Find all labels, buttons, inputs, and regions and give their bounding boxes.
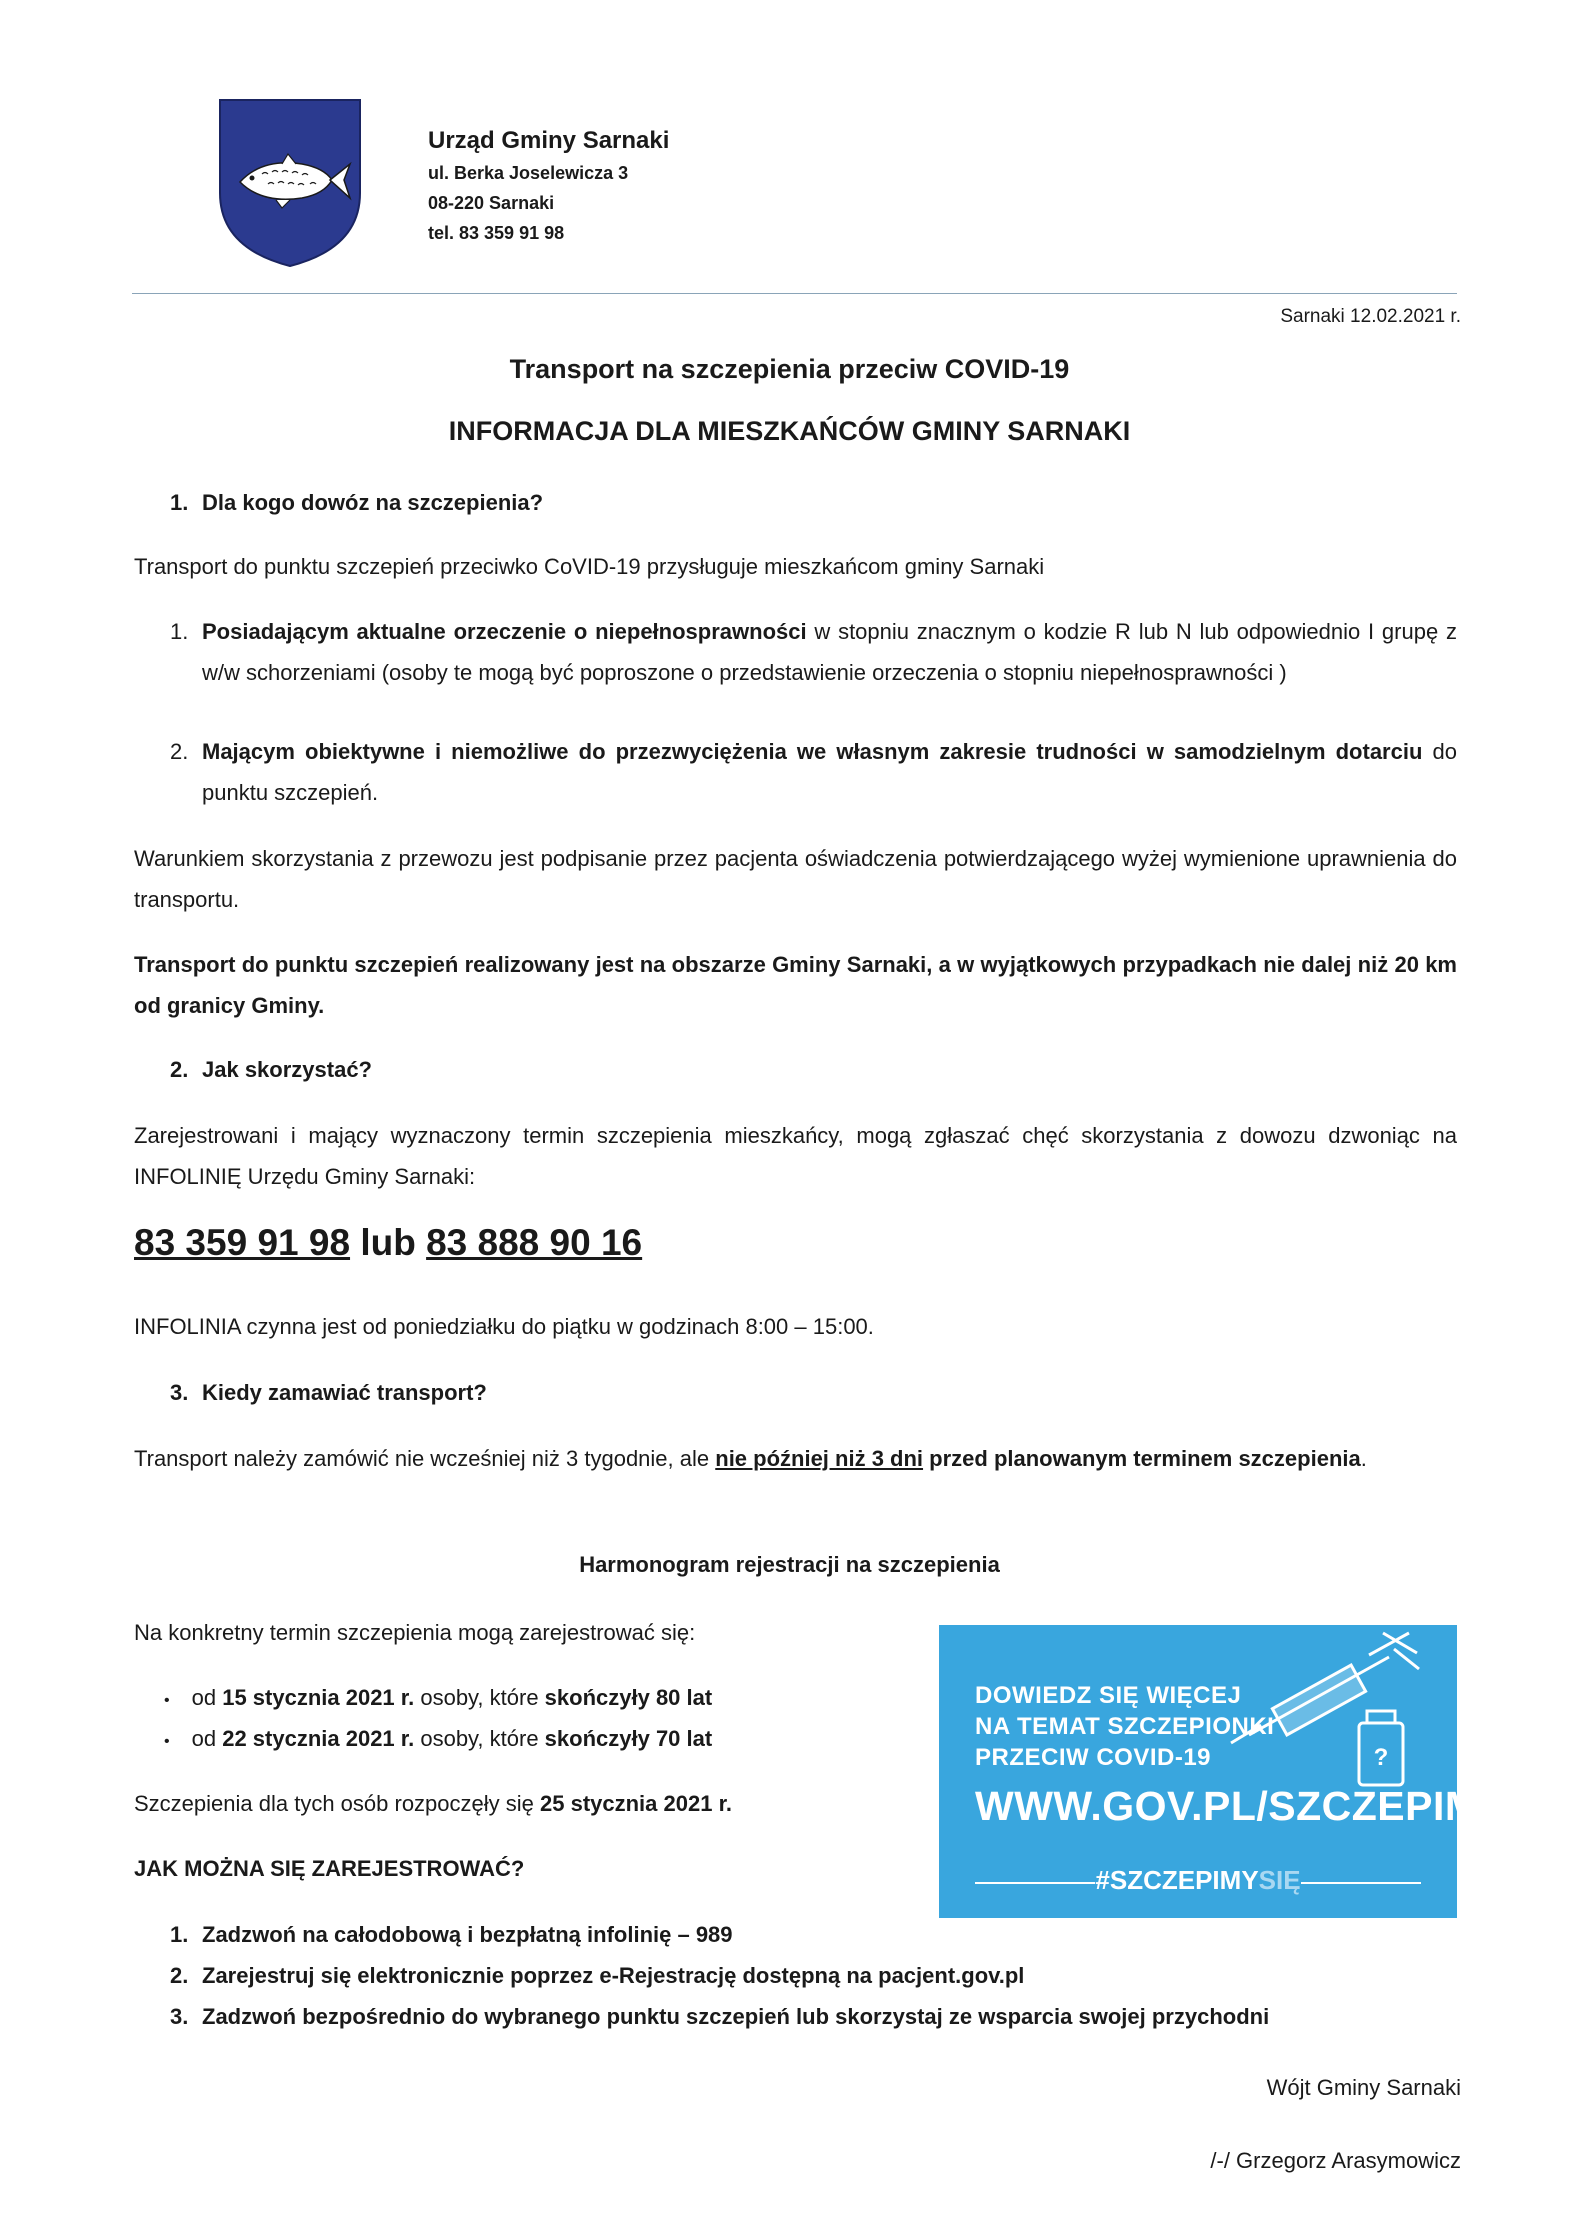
banner-text: DOWIEDZ SIĘ WIĘCEJ NA TEMAT SZCZEPIONKI PRZECIW COVID-19 — [975, 1682, 1275, 1771]
section1-item1 — [202, 611, 1457, 693]
section1-intro: Transport do punktu szczepień przeciwko CoVID-19 przysługuje mieszkańcom gminy Sarnaki — [134, 554, 1045, 579]
schedule-started: Szczepienia dla tych osób rozpoczęły się 25 stycznia 2021 r. — [134, 1791, 733, 1816]
section2-number: 2. — [170, 1057, 189, 1082]
section1-heading: Dla kogo dowóz na szczepienia? — [202, 490, 544, 515]
how-item2: Zarejestruj się elektronicznie poprzez e-Rejestrację dostępną na pacjent.gov.pl — [202, 1963, 1025, 1988]
how-item3-number: 3. — [170, 2004, 189, 2029]
how-item1: Zadzwoń na całodobową i bezpłatną infolinię – 989 — [202, 1922, 733, 1947]
phone-number-2[interactable]: 83 888 90 16 — [426, 1222, 643, 1263]
section1-item1-rest: w stopniu znacznym o kodzie R lub N lub odpowiednio I grupę z w/w schorzeniami (osoby te mogą być poproszone o przedstawienie orzeczenia o stopniu niepełnosprawności ) — [202, 619, 1457, 685]
document-subtitle: INFORMACJA DLA MIESZKAŃCÓW GMINY SARNAKI — [448, 416, 1131, 446]
section3-text-end: . — [1360, 1446, 1367, 1471]
section1-condition: Warunkiem skorzystania z przewozu jest podpisanie przez pacjenta oświadczenia potwierdzającego wyżej wymienione uprawnienia do transportu. — [134, 846, 1457, 912]
schedule-heading: Harmonogram rejestracji na szczepienia — [579, 1552, 1000, 1577]
fish-crest-icon — [218, 98, 362, 268]
bullet-icon: • — [164, 1692, 170, 1709]
phone-separator: lub — [350, 1222, 427, 1263]
section1-item1-number: 1. — [170, 619, 189, 644]
section3-heading: Kiedy zamawiać transport? — [202, 1380, 487, 1405]
org-phone: tel. 83 359 91 98 — [428, 223, 565, 243]
section3-number: 3. — [170, 1380, 189, 1405]
how-item3: Zadzwoń bezpośrednio do wybranego punktu szczepień lub skorzystaj ze wsparcia swojej przychodni — [202, 2004, 1270, 2029]
signature-role: Wójt Gminy Sarnaki — [1266, 2075, 1461, 2100]
svg-text:?: ? — [1373, 1744, 1389, 1771]
section2-text: Zarejestrowani i mający wyznaczony termin szczepienia mieszkańcy, mogą zgłaszać chęć skorzystania z dowozu dzwoniąc na INFOLINIĘ Urzędu Gminy Sarnaki: — [134, 1123, 1457, 1189]
org-header — [428, 124, 669, 248]
section3-text-b: przed planowanym terminem szczepienia — [923, 1446, 1361, 1471]
schedule-bullet-2: • od 22 stycznia 2021 r. osoby, które skończyły 70 lat — [164, 1726, 713, 1751]
bullet-icon: • — [164, 1733, 170, 1750]
section1-item2-bold: Mającym obiektywne i niemożliwe do przezwyciężenia we własnym zakresie trudności w samodzielnym dotarciu — [202, 739, 1423, 764]
document-date: Sarnaki 12.02.2021 r. — [1280, 306, 1461, 327]
how-item1-number: 1. — [170, 1922, 189, 1947]
section1-item2-number: 2. — [170, 739, 189, 764]
section3-text — [134, 1438, 1457, 1479]
schedule-intro: Na konkretny termin szczepienia mogą zarejestrować się: — [134, 1620, 696, 1645]
header-divider — [132, 293, 1457, 294]
org-name: Urząd Gminy Sarnaki — [428, 127, 670, 154]
vaccine-info-banner[interactable] — [939, 1625, 1575, 1918]
section1-item2-rest: do punktu szczepień. — [202, 739, 1457, 805]
section1-number: 1. — [170, 490, 189, 515]
signature-name: /-/ Grzegorz Arasymowicz — [1210, 2148, 1461, 2173]
section2-heading: Jak skorzystać? — [202, 1057, 372, 1082]
section3-text-a: Transport należy zamówić nie wcześniej niż 3 tygodnie, ale — [134, 1446, 716, 1471]
org-street: ul. Berka Joselewicza 3 — [428, 163, 629, 183]
document-title: Transport na szczepienia przeciw COVID-19 — [509, 354, 1070, 384]
how-heading: JAK MOŻNA SIĘ ZAREJESTROWAĆ? — [134, 1856, 525, 1881]
infoline-phones — [134, 1222, 642, 1264]
section1-item1-bold: Posiadającym aktualne orzeczenie o niepełnosprawności — [202, 619, 807, 644]
infoline-hours: INFOLINIA czynna jest od poniedziałku do piątku w godzinach 8:00 – 15:00. — [134, 1314, 874, 1339]
org-city: 08-220 Sarnaki — [428, 193, 555, 213]
phone-number-1[interactable]: 83 359 91 98 — [134, 1222, 351, 1263]
how-item2-number: 2. — [170, 1963, 189, 1988]
section1-item2 — [202, 731, 1457, 813]
banner-url-link[interactable]: WWW.GOV.PL/SZCZEPIMYSIE — [975, 1783, 1575, 1829]
section1-area: Transport do punktu szczepień realizowany jest na obszarze Gminy Sarnaki, a w wyjątkowych przypadkach nie dalej niż 20 km od granicy Gminy. — [134, 952, 1457, 1018]
banner-hashtag: #SZCZEPIMYSIĘ — [1095, 1865, 1301, 1895]
schedule-bullet-1: • od 15 stycznia 2021 r. osoby, które skończyły 80 lat — [164, 1685, 713, 1710]
section3-text-underlined: nie później niż 3 dni — [715, 1446, 924, 1471]
